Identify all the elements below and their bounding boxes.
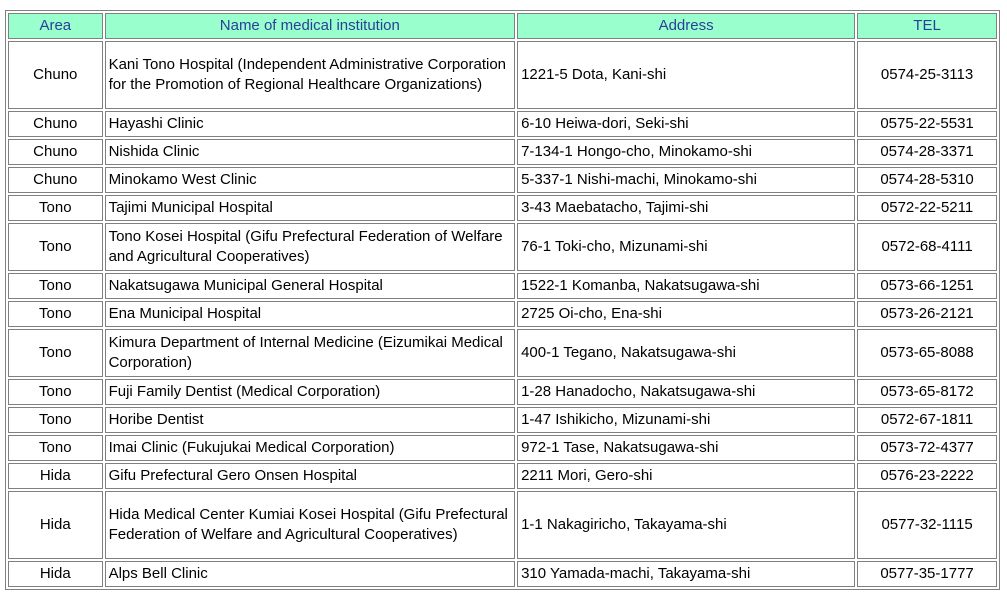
institution-name-cell: Horibe Dentist <box>105 407 516 433</box>
table-row <box>8 561 997 587</box>
institution-name-cell: Tajimi Municipal Hospital <box>105 195 516 221</box>
area-cell: Tono <box>8 273 103 299</box>
address-cell: 1-47 Ishikicho, Mizunami-shi <box>517 407 855 433</box>
area-cell: Chuno <box>8 167 103 193</box>
header-area: Area <box>8 13 103 39</box>
address-cell: 400-1 Tegano, Nakatsugawa-shi <box>517 329 855 377</box>
institution-name-cell: Alps Bell Clinic <box>105 561 516 587</box>
table-row <box>8 41 997 109</box>
institution-name-cell: Tono Kosei Hospital (Gifu Prefectural Federation of Welfare and Agricultural Cooperatives) <box>105 223 516 271</box>
address-cell: 1522-1 Komanba, Nakatsugawa-shi <box>517 273 855 299</box>
table-row <box>8 463 997 489</box>
tel-cell: 0577-35-1777 <box>857 561 997 587</box>
table-row <box>8 407 997 433</box>
area-cell: Tono <box>8 223 103 271</box>
area-cell: Chuno <box>8 41 103 109</box>
institution-name-cell: Kimura Department of Internal Medicine (Eizumikai Medical Corporation) <box>105 329 516 377</box>
tel-cell: 0574-28-3371 <box>857 139 997 165</box>
tel-cell: 0572-22-5211 <box>857 195 997 221</box>
address-cell: 310 Yamada-machi, Takayama-shi <box>517 561 855 587</box>
tel-cell: 0573-65-8172 <box>857 379 997 405</box>
header-tel: TEL <box>857 13 997 39</box>
institution-name-cell: Gifu Prefectural Gero Onsen Hospital <box>105 463 516 489</box>
address-cell: 2211 Mori, Gero-shi <box>517 463 855 489</box>
tel-cell: 0572-67-1811 <box>857 407 997 433</box>
tel-cell: 0573-72-4377 <box>857 435 997 461</box>
table-row <box>8 491 997 559</box>
area-cell: Tono <box>8 329 103 377</box>
institution-name-cell: Ena Municipal Hospital <box>105 301 516 327</box>
header-address: Address <box>517 13 855 39</box>
institution-name-cell: Hida Medical Center Kumiai Kosei Hospital (Gifu Prefectural Federation of Welfare and Agricultural Cooperatives) <box>105 491 516 559</box>
table-row <box>8 301 997 327</box>
address-cell: 3-43 Maebatacho, Tajimi-shi <box>517 195 855 221</box>
area-cell: Tono <box>8 435 103 461</box>
address-cell: 1221-5 Dota, Kani-shi <box>517 41 855 109</box>
area-cell: Tono <box>8 301 103 327</box>
tel-cell: 0577-32-1115 <box>857 491 997 559</box>
area-cell: Chuno <box>8 139 103 165</box>
tel-cell: 0575-22-5531 <box>857 111 997 137</box>
address-cell: 972-1 Tase, Nakatsugawa-shi <box>517 435 855 461</box>
address-cell: 76-1 Toki-cho, Mizunami-shi <box>517 223 855 271</box>
institution-name-cell: Imai Clinic (Fukujukai Medical Corporation) <box>105 435 516 461</box>
address-cell: 1-28 Hanadocho, Nakatsugawa-shi <box>517 379 855 405</box>
table-row <box>8 329 997 377</box>
area-cell: Tono <box>8 195 103 221</box>
table-row <box>8 223 997 271</box>
institution-name-cell: Fuji Family Dentist (Medical Corporation) <box>105 379 516 405</box>
area-cell: Tono <box>8 379 103 405</box>
address-cell: 7-134-1 Hongo-cho, Minokamo-shi <box>517 139 855 165</box>
table-row <box>8 111 997 137</box>
tel-cell: 0574-28-5310 <box>857 167 997 193</box>
address-cell: 6-10 Heiwa-dori, Seki-shi <box>517 111 855 137</box>
tel-cell: 0572-68-4111 <box>857 223 997 271</box>
address-cell: 5-337-1 Nishi-machi, Minokamo-shi <box>517 167 855 193</box>
header-name: Name of medical institution <box>105 13 516 39</box>
header-row <box>8 13 997 39</box>
table-row <box>8 379 997 405</box>
area-cell: Tono <box>8 407 103 433</box>
table-row <box>8 167 997 193</box>
table-row <box>8 435 997 461</box>
tel-cell: 0574-25-3113 <box>857 41 997 109</box>
institution-name-cell: Nakatsugawa Municipal General Hospital <box>105 273 516 299</box>
medical-institutions-table <box>5 10 1000 590</box>
institution-name-cell: Hayashi Clinic <box>105 111 516 137</box>
address-cell: 1-1 Nakagiricho, Takayama-shi <box>517 491 855 559</box>
area-cell: Hida <box>8 491 103 559</box>
area-cell: Chuno <box>8 111 103 137</box>
tel-cell: 0576-23-2222 <box>857 463 997 489</box>
tel-cell: 0573-26-2121 <box>857 301 997 327</box>
area-cell: Hida <box>8 561 103 587</box>
table-row <box>8 273 997 299</box>
table-row <box>8 139 997 165</box>
institution-name-cell: Kani Tono Hospital (Independent Administrative Corporation for the Promotion of Regional Healthcare Organizations) <box>105 41 516 109</box>
address-cell: 2725 Oi-cho, Ena-shi <box>517 301 855 327</box>
table-row <box>8 195 997 221</box>
area-cell: Hida <box>8 463 103 489</box>
tel-cell: 0573-65-8088 <box>857 329 997 377</box>
tel-cell: 0573-66-1251 <box>857 273 997 299</box>
institution-name-cell: Minokamo West Clinic <box>105 167 516 193</box>
institution-name-cell: Nishida Clinic <box>105 139 516 165</box>
